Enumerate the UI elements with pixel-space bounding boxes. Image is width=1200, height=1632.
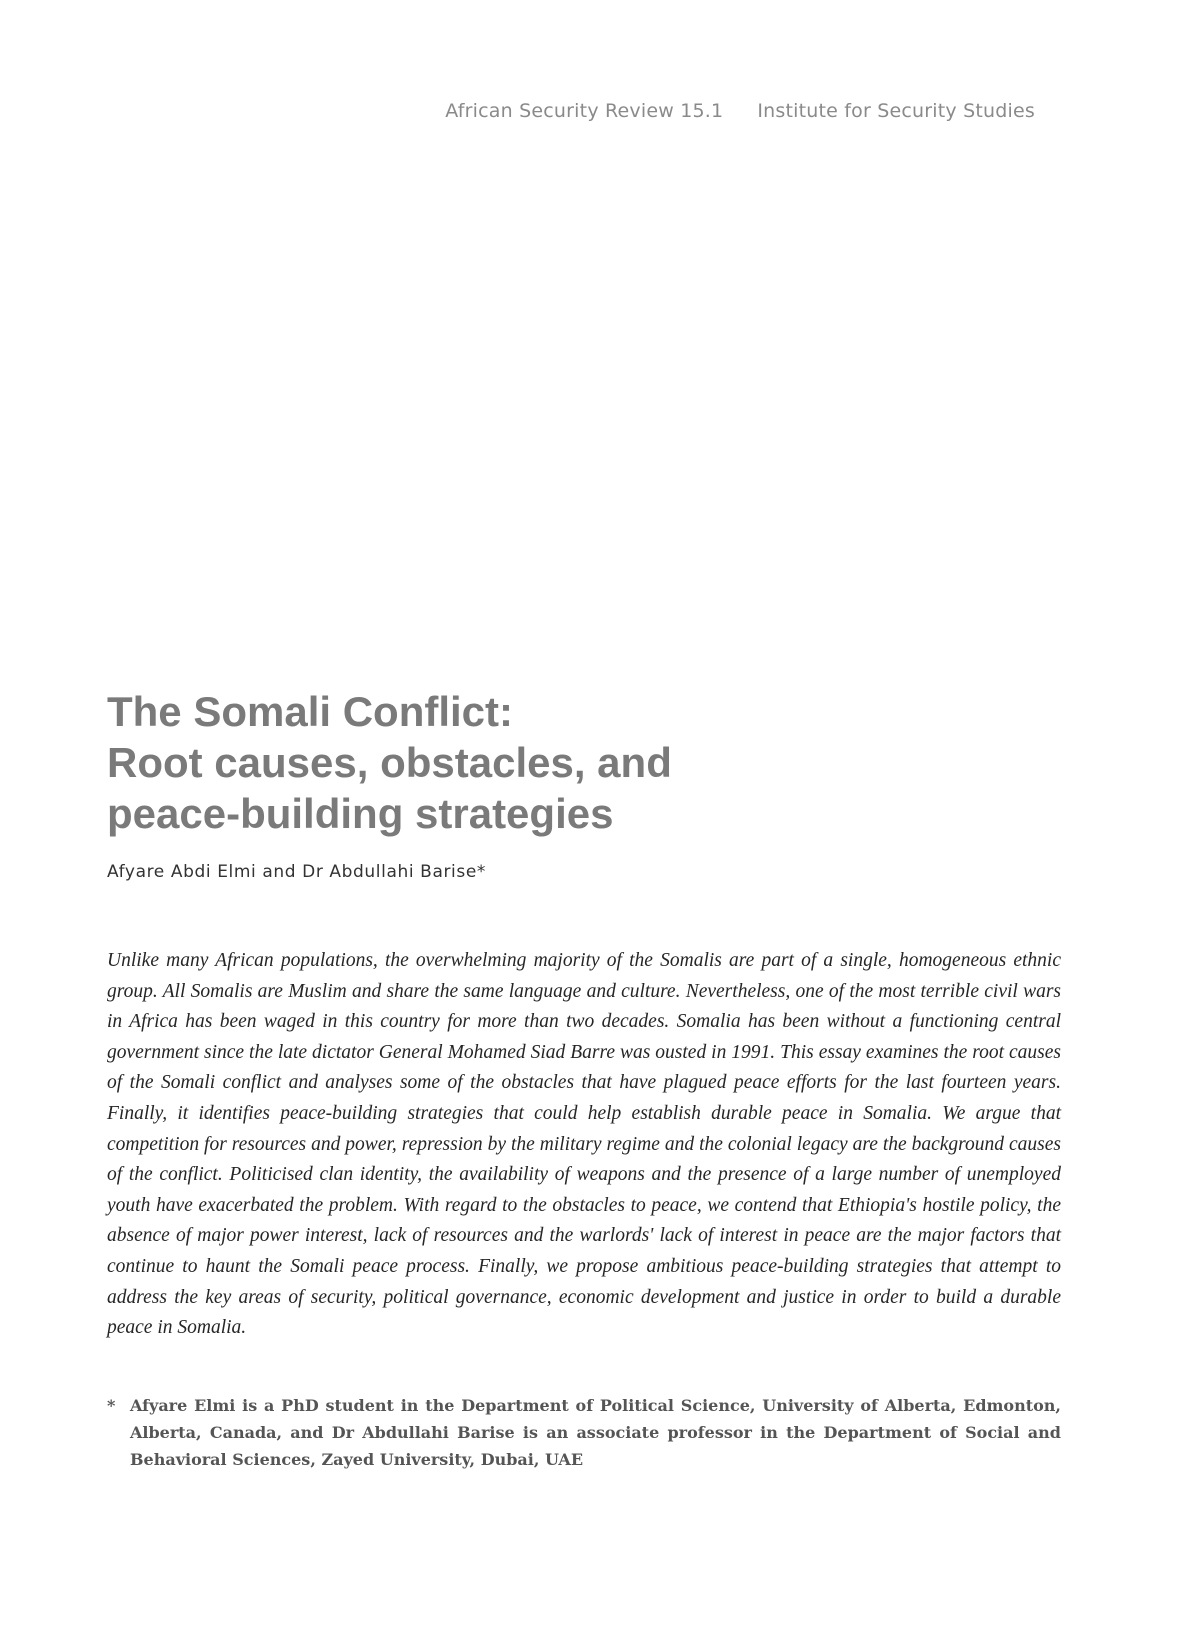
title-line-3: peace-building strategies (107, 790, 614, 837)
author-footnote (107, 1392, 1061, 1473)
footnote-text: Afyare Elmi is a PhD student in the Department of Political Science, University of Alberta, Edmonton, Alberta, Canada, and Dr Abdullahi Barise is an associate professor in the Department of Social and Behavioral Sciences, Zayed University, Dubai, UAE (130, 1396, 1061, 1469)
footnote-mark: * (107, 1396, 116, 1415)
article-abstract: Unlike many African populations, the overwhelming majority of the Somalis are part of a single, homogeneous ethnic group. All Somalis are Muslim and share the same language and culture. Nevertheless, one of the most terrible civil wars in Africa has been waged in this country for more than two decades. Somalia has been without a functioning central government since the late dictator General Mohamed Siad Barre was ousted in 1991. This essay examines the root causes of the Somali conflict and analyses some of the obstacles that have plagued peace efforts for the last fourteen years. Finally, it identifies peace-building strategies that could help establish durable peace in Somalia. We argue that competition for resources and power, repression by the military regime and the colonial legacy are the background causes of the conflict. Politicised clan identity, the availability of weapons and the presence of a large number of unemployed youth have exacerbated the problem. With regard to the obstacles to peace, we contend that Ethiopia's hostile policy, the absence of major power interest, lack of resources and the warlords' lack of interest in peace are the major factors that continue to haunt the Somali peace process. Finally, we propose ambitious peace-building strategies that attempt to address the key areas of security, political governance, economic development and justice in order to build a durable peace in Somalia. (107, 950, 1061, 1339)
publisher-name: Institute for Security Studies (757, 100, 1035, 122)
title-line-1: The Somali Conflict: (107, 688, 514, 735)
title-line-2: Root causes, obstacles, and (107, 739, 672, 786)
journal-name: African Security Review 15.1 (445, 100, 724, 122)
running-header (445, 100, 1035, 122)
article-title (107, 686, 672, 839)
article-authors: Afyare Abdi Elmi and Dr Abdullahi Barise* (107, 862, 486, 882)
